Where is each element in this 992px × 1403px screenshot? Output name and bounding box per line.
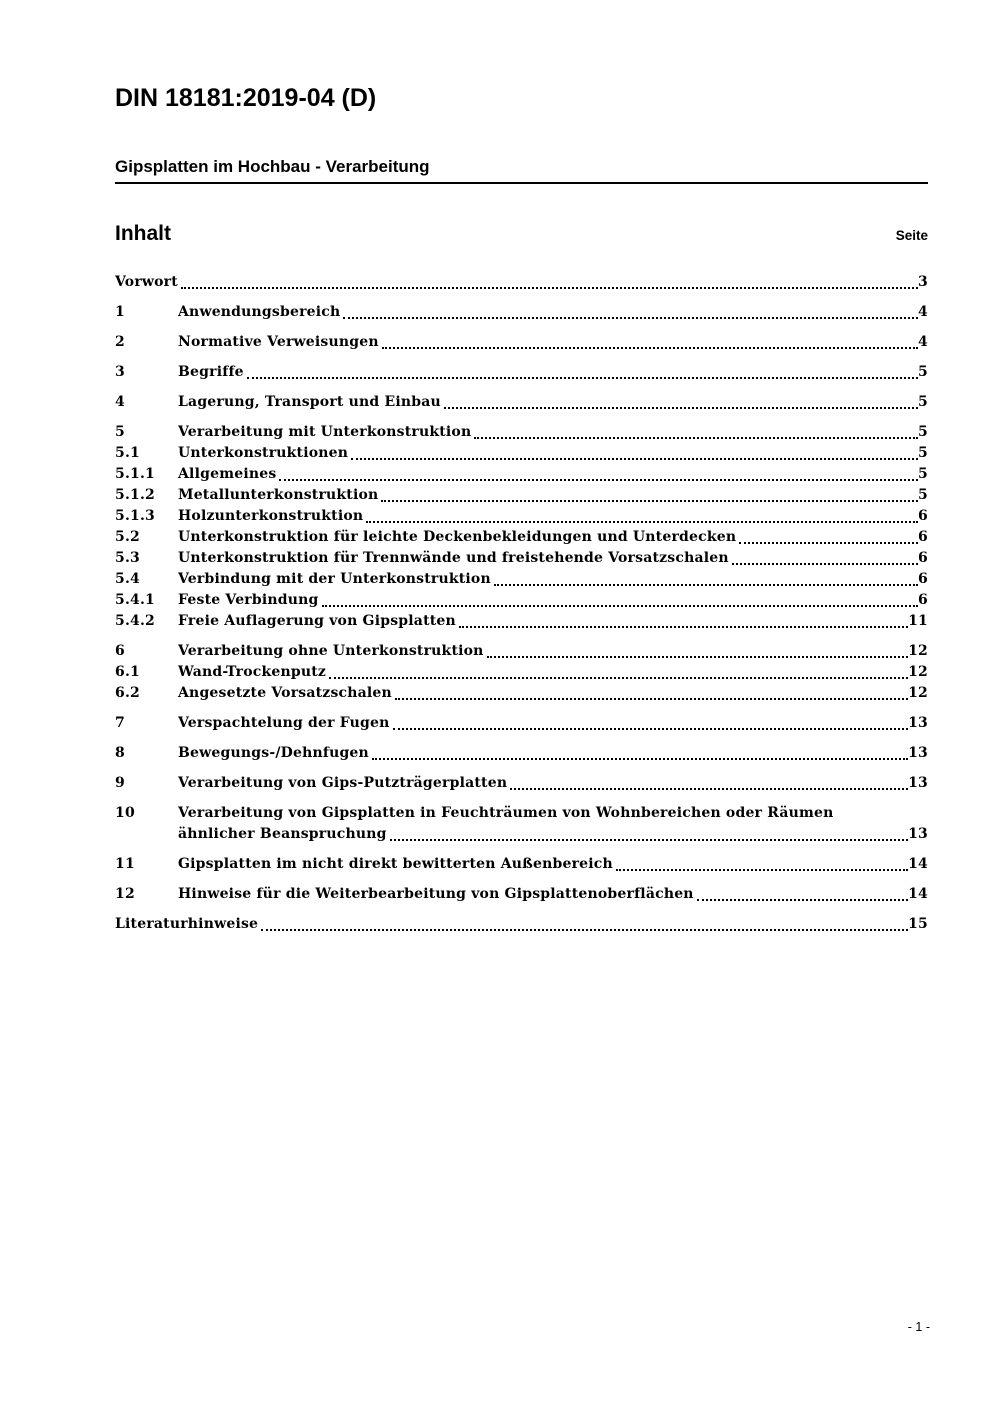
toc-entry-label: Verbindung mit der Unterkonstruktion	[178, 571, 491, 588]
toc-entry-number: 1	[115, 304, 125, 321]
toc-entry-number: 8	[115, 745, 125, 762]
toc-entry	[115, 803, 928, 824]
toc-entry-label: Anwendungsbereich	[178, 304, 341, 321]
toc-entry-label: ähnlicher Beanspruchung	[178, 826, 387, 843]
toc-entry	[115, 464, 928, 485]
toc-entry	[115, 662, 928, 683]
toc-entry-label: Wand-Trockenputz	[178, 664, 327, 681]
toc-entry-page: 6	[918, 571, 928, 588]
toc-entry	[115, 641, 928, 662]
toc-entry	[115, 272, 928, 293]
toc-entry-page: 14	[908, 856, 928, 873]
toc-entry-number: 4	[115, 394, 125, 411]
toc-entry-page: 12	[908, 664, 928, 681]
toc-page-column-label: Seite	[895, 228, 928, 244]
toc-entry-label: Unterkonstruktionen	[178, 445, 349, 462]
toc-entry-page: 14	[908, 886, 928, 903]
toc-entry-label: Verarbeitung von Gips-Putzträgerplatten	[178, 775, 508, 792]
toc-entry-number: 5.4.2	[115, 613, 155, 630]
toc-entry	[115, 527, 928, 548]
toc-dot-leader	[732, 563, 918, 565]
toc-entry-page: 5	[918, 424, 928, 441]
toc-dot-leader	[487, 656, 909, 658]
toc-entry-label: Verspachtelung der Fugen	[178, 715, 390, 732]
document-title: DIN 18181:2019-04 (D)	[115, 84, 377, 112]
toc-entry	[115, 485, 928, 506]
toc-entry-label: Verarbeitung mit Unterkonstruktion	[178, 424, 472, 441]
toc-entry-page: 15	[908, 916, 928, 933]
toc-dot-leader	[393, 728, 909, 730]
toc-entry-page: 13	[908, 775, 928, 792]
toc-dot-leader	[279, 479, 918, 481]
toc-entry-number: 5.4	[115, 571, 140, 588]
toc-dot-leader	[261, 929, 908, 931]
toc-entry-label: Angesetzte Vorsatzschalen	[178, 685, 392, 702]
toc-dot-leader	[510, 788, 908, 790]
toc-entry-page: 13	[908, 826, 928, 843]
toc-dot-leader	[474, 437, 918, 439]
toc-entry	[115, 362, 928, 383]
toc-entry	[115, 854, 928, 875]
toc-dot-leader	[444, 407, 918, 409]
toc-entry-label: Metallunterkonstruktion	[178, 487, 379, 504]
toc-dot-leader	[351, 458, 918, 460]
toc-entry-label: Holzunterkonstruktion	[178, 508, 364, 525]
toc-dot-leader	[382, 347, 918, 349]
toc-entry-label: Unterkonstruktion für leichte Deckenbekleidungen und Unterdecken	[178, 529, 737, 546]
toc-entry-page: 6	[918, 550, 928, 567]
toc-entry-page: 12	[908, 685, 928, 702]
toc-entry-label: Gipsplatten im nicht direkt bewitterten Außenbereich	[178, 856, 613, 873]
toc-dot-leader	[390, 839, 909, 841]
toc-entry-label: Allgemeines	[178, 466, 277, 483]
toc-entry-page: 4	[918, 304, 928, 321]
toc-dot-leader	[322, 605, 919, 607]
toc-dot-leader	[329, 677, 908, 679]
toc-dot-leader	[372, 758, 908, 760]
toc-entry-page: 12	[908, 643, 928, 660]
toc-entry	[115, 332, 928, 353]
toc-dot-leader	[181, 287, 918, 289]
toc-entry	[115, 743, 928, 764]
toc-entry-label: Begriffe	[178, 364, 244, 381]
toc-dot-leader	[697, 899, 908, 901]
toc-entry-page: 13	[908, 715, 928, 732]
toc-entry-label: Vorwort	[115, 274, 178, 291]
toc-entry-number: 5.4.1	[115, 592, 155, 609]
toc-entry-label: Feste Verbindung	[178, 592, 319, 609]
toc-dot-leader	[381, 500, 918, 502]
table-of-contents	[115, 272, 928, 935]
toc-dot-leader	[395, 698, 908, 700]
toc-entry-number: 5.1.2	[115, 487, 155, 504]
toc-entry	[115, 590, 928, 611]
toc-entry-page: 5	[918, 466, 928, 483]
toc-entry-page: 6	[918, 508, 928, 525]
toc-entry-label: Hinweise für die Weiterbearbeitung von Gipsplattenoberflächen	[178, 886, 694, 903]
toc-entry	[115, 443, 928, 464]
toc-entry	[115, 713, 928, 734]
toc-entry-number: 2	[115, 334, 125, 351]
toc-dot-leader	[366, 521, 918, 523]
toc-entry	[115, 611, 928, 632]
toc-entry-number: 5	[115, 424, 125, 441]
toc-heading: Inhalt	[115, 222, 171, 246]
toc-entry	[115, 914, 928, 935]
toc-header	[115, 221, 928, 246]
toc-entry-label: Freie Auflagerung von Gipsplatten	[178, 613, 456, 630]
toc-entry	[115, 569, 928, 590]
toc-entry-label: Normative Verweisungen	[178, 334, 379, 351]
toc-entry-label: Literaturhinweise	[115, 916, 259, 933]
toc-entry-number: 6	[115, 643, 125, 660]
toc-entry	[115, 506, 928, 527]
toc-entry-number: 3	[115, 364, 125, 381]
toc-entry	[115, 302, 928, 323]
toc-entry	[115, 773, 928, 794]
toc-entry-page: 5	[918, 364, 928, 381]
toc-entry-number: 6.2	[115, 685, 140, 702]
toc-entry-number: 12	[115, 886, 135, 903]
toc-entry-page: 3	[918, 274, 928, 291]
page-content	[115, 0, 928, 935]
toc-entry-page: 6	[918, 592, 928, 609]
toc-entry	[115, 683, 928, 704]
toc-dot-leader	[247, 377, 918, 379]
toc-entry	[115, 392, 928, 413]
toc-entry-label: Unterkonstruktion für Trennwände und freistehende Vorsatzschalen	[178, 550, 729, 567]
toc-entry-page: 11	[908, 613, 928, 630]
toc-entry-number: 7	[115, 715, 125, 732]
toc-entry-number: 5.1.1	[115, 466, 155, 483]
toc-dot-leader	[616, 869, 908, 871]
toc-entry-page: 5	[918, 445, 928, 462]
toc-dot-leader	[494, 584, 918, 586]
toc-entry-number: 11	[115, 856, 135, 873]
toc-entry-page: 6	[918, 529, 928, 546]
toc-entry-page: 4	[918, 334, 928, 351]
toc-dot-leader	[739, 542, 918, 544]
toc-entry-number: 5.1	[115, 445, 140, 462]
toc-entry-page: 5	[918, 487, 928, 504]
toc-entry	[115, 422, 928, 443]
toc-dot-leader	[343, 317, 918, 319]
toc-entry-label: Bewegungs-/Dehnfugen	[178, 745, 369, 762]
toc-entry-label: Lagerung, Transport und Einbau	[178, 394, 441, 411]
toc-entry-number: 5.3	[115, 550, 140, 567]
toc-entry	[115, 884, 928, 905]
toc-entry-number: 9	[115, 775, 125, 792]
page-number: - 1 -	[907, 1320, 930, 1334]
toc-entry-number: 6.1	[115, 664, 140, 681]
toc-entry-number: 10	[115, 805, 135, 822]
toc-entry	[115, 548, 928, 569]
toc-entry-label: Verarbeitung ohne Unterkonstruktion	[178, 643, 484, 660]
document-subtitle: Gipsplatten im Hochbau - Verarbeitung	[115, 157, 928, 184]
toc-entry	[115, 824, 928, 845]
toc-entry-page: 5	[918, 394, 928, 411]
toc-entry-label: Verarbeitung von Gipsplatten in Feuchträumen von Wohnbereichen oder Räumen	[178, 805, 834, 822]
toc-dot-leader	[459, 626, 908, 628]
toc-entry-number: 5.2	[115, 529, 140, 546]
toc-entry-number: 5.1.3	[115, 508, 155, 525]
toc-entry-page: 13	[908, 745, 928, 762]
